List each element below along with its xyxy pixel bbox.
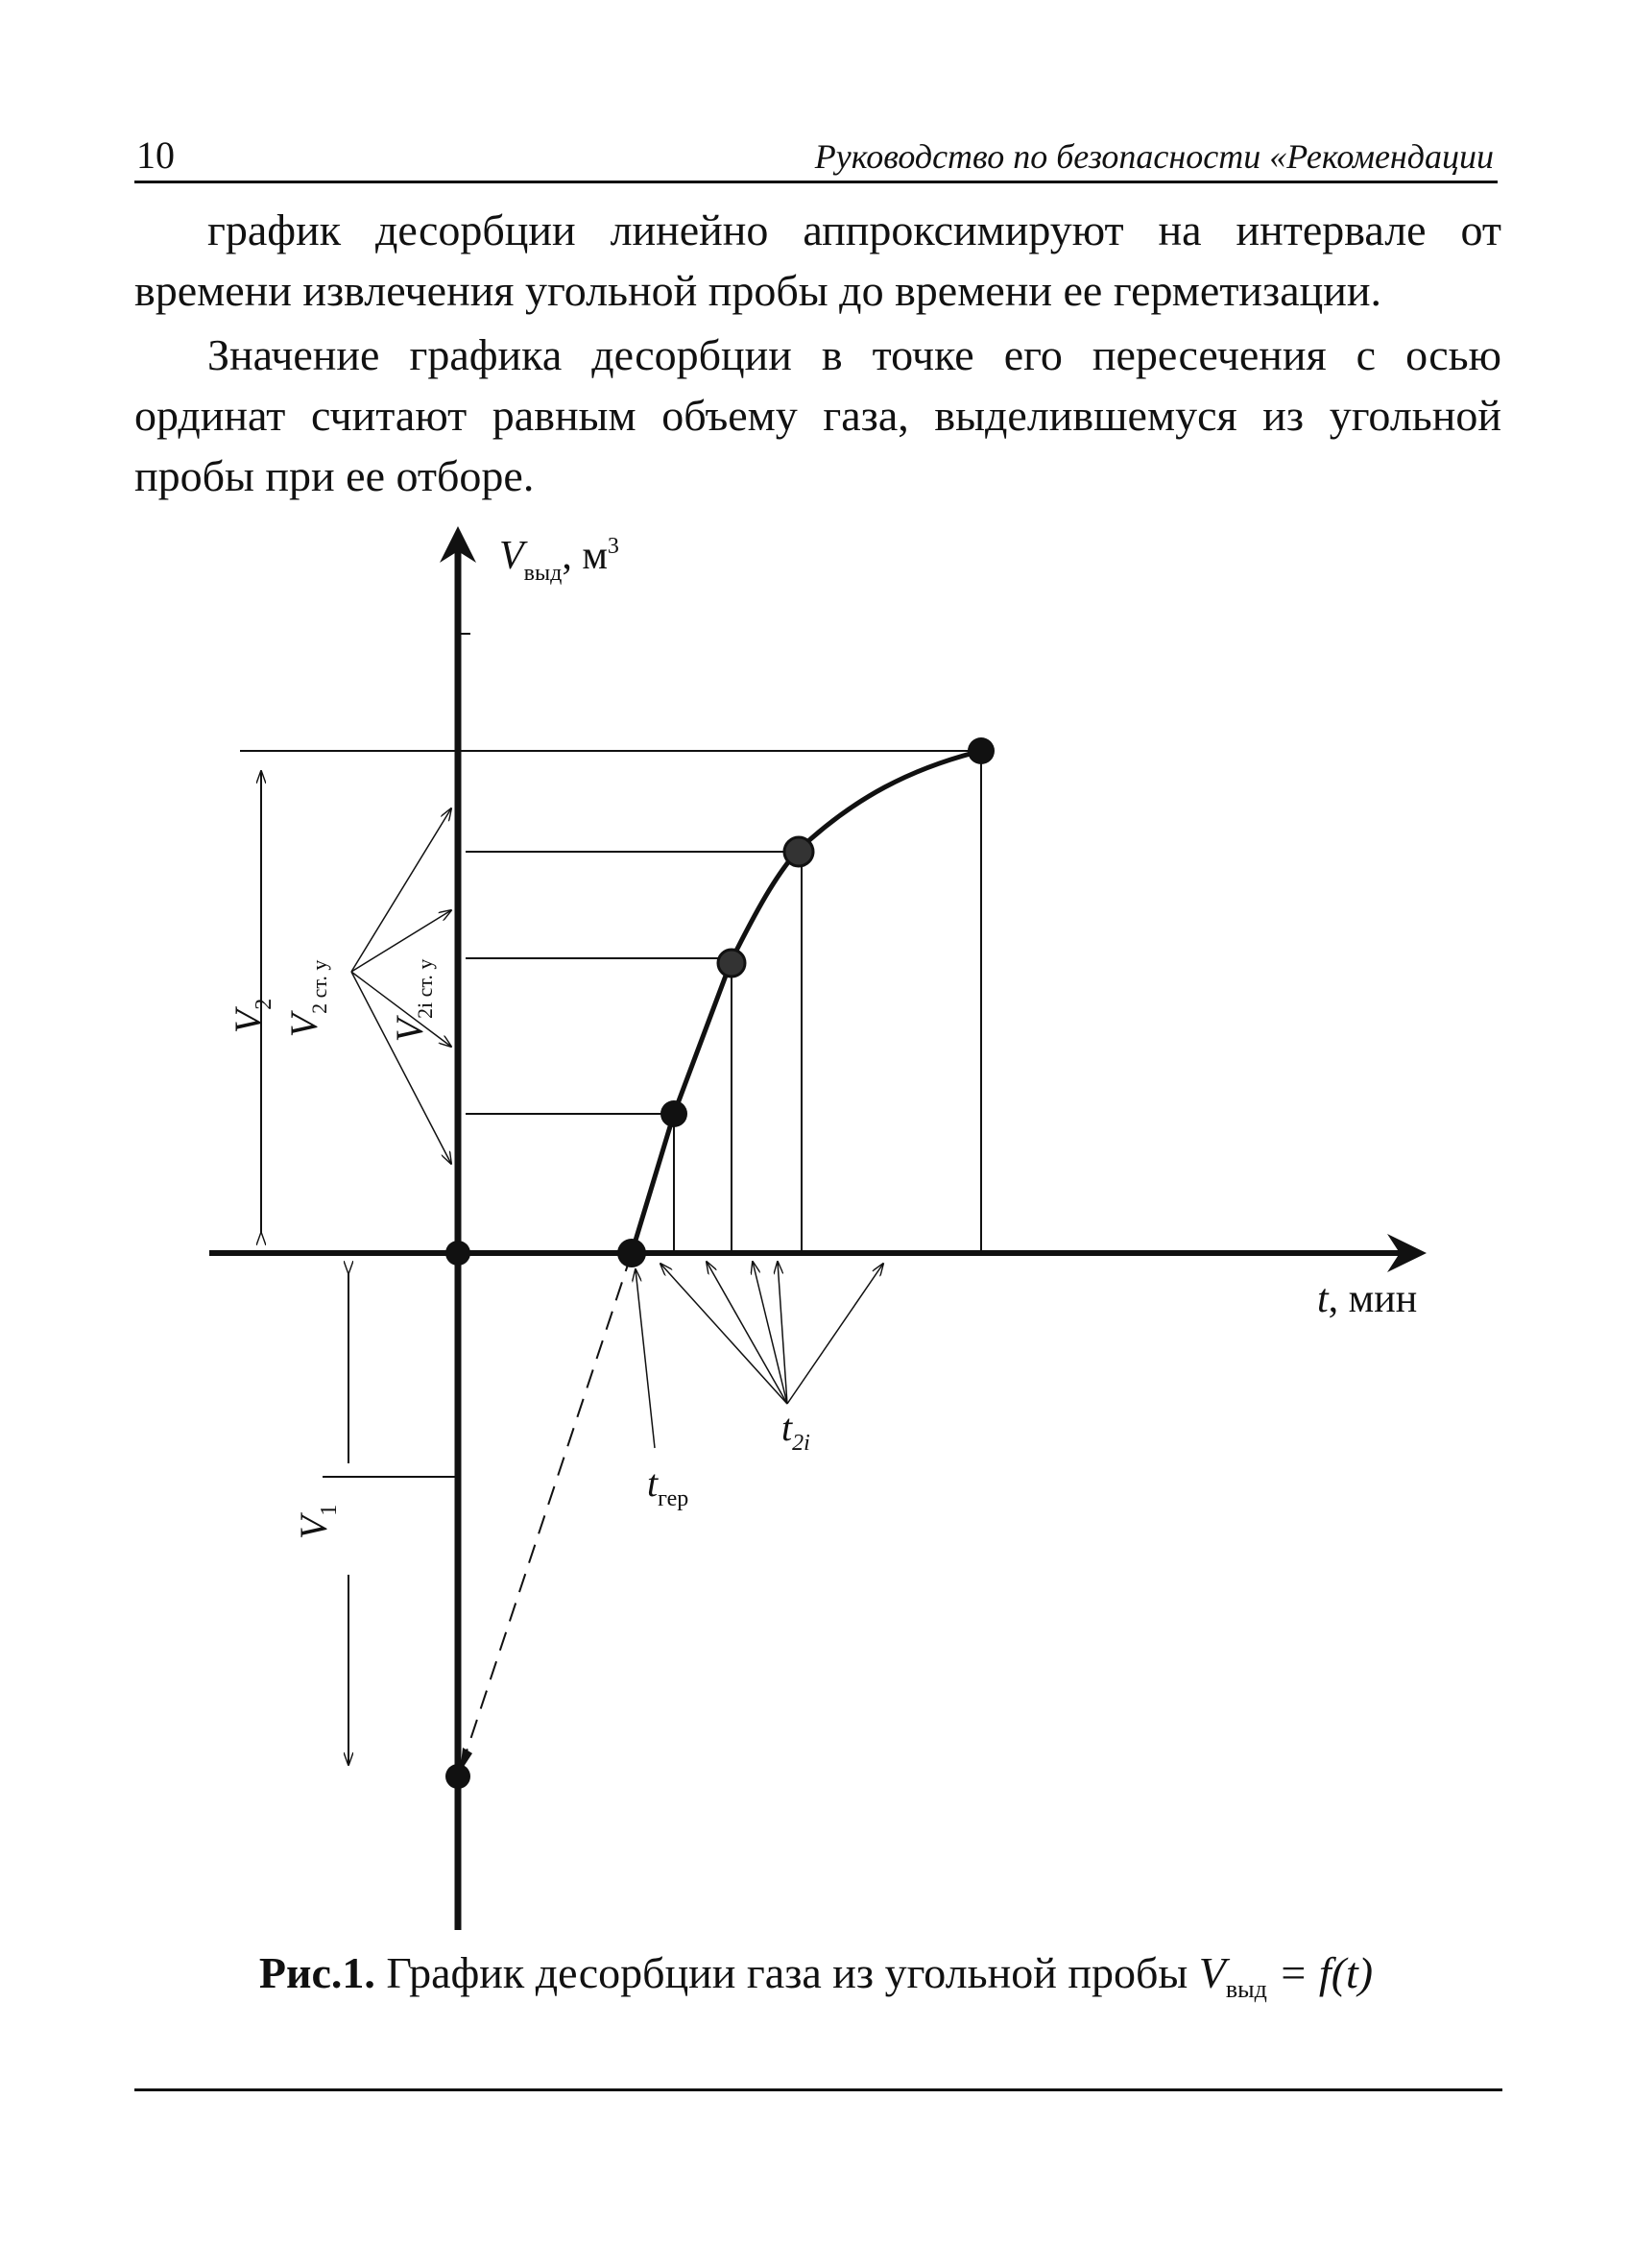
caption-formula-rest: = f(t) [1266, 1948, 1374, 1997]
y-axis-label: $V_{выд}$, $м^3$ [499, 534, 619, 586]
running-head: Руководство по безопасности «Рекомендации [814, 137, 1494, 176]
caption-formula-base: V [1198, 1948, 1226, 1997]
figure-caption [0, 1947, 1632, 2004]
t2i-label: $t_{2i}$ [781, 1406, 810, 1456]
caption-text: График десорбции газа из угольной пробы [374, 1948, 1199, 1997]
point-origin [445, 1241, 470, 1266]
point-top [968, 737, 995, 764]
point-v1 [445, 1764, 470, 1789]
tger-leader-arrow [636, 1269, 655, 1448]
x-axis-label: t, мин [1317, 1277, 1418, 1321]
point-4 [660, 1100, 687, 1127]
desorption-curve [632, 751, 981, 1253]
v1-label: $V_1$ [292, 1504, 342, 1540]
extrapolation-dashed-line [463, 1253, 632, 1763]
point-2 [784, 837, 813, 866]
t2i-leader-arrows [660, 1262, 883, 1404]
paragraph-2: Значение графика десорбции в точке его пересечения с осью ординат считают равным объему газа, выделившемуся из угольной пробы при ее отборе. [134, 330, 1501, 500]
point-3 [718, 950, 745, 977]
page-number: 10 [136, 133, 175, 177]
caption-formula-sub: выд [1225, 1975, 1267, 2004]
point-tger [617, 1239, 646, 1267]
bottom-rule [134, 2088, 1502, 2091]
v2-label: $V_2$ [227, 998, 276, 1034]
paragraph-1: график десорбции линейно аппроксимируют на интервале от времени извлечения угольной пробы до времени ее герметизации. [134, 205, 1501, 315]
caption-label: Рис.1. [258, 1948, 375, 1997]
v2ist-label: $V_{2i ст. у}$ [388, 958, 437, 1043]
v2st-label: $V_{2 ст. у}$ [282, 959, 331, 1038]
tger-label: $t_{гер}$ [647, 1461, 689, 1511]
